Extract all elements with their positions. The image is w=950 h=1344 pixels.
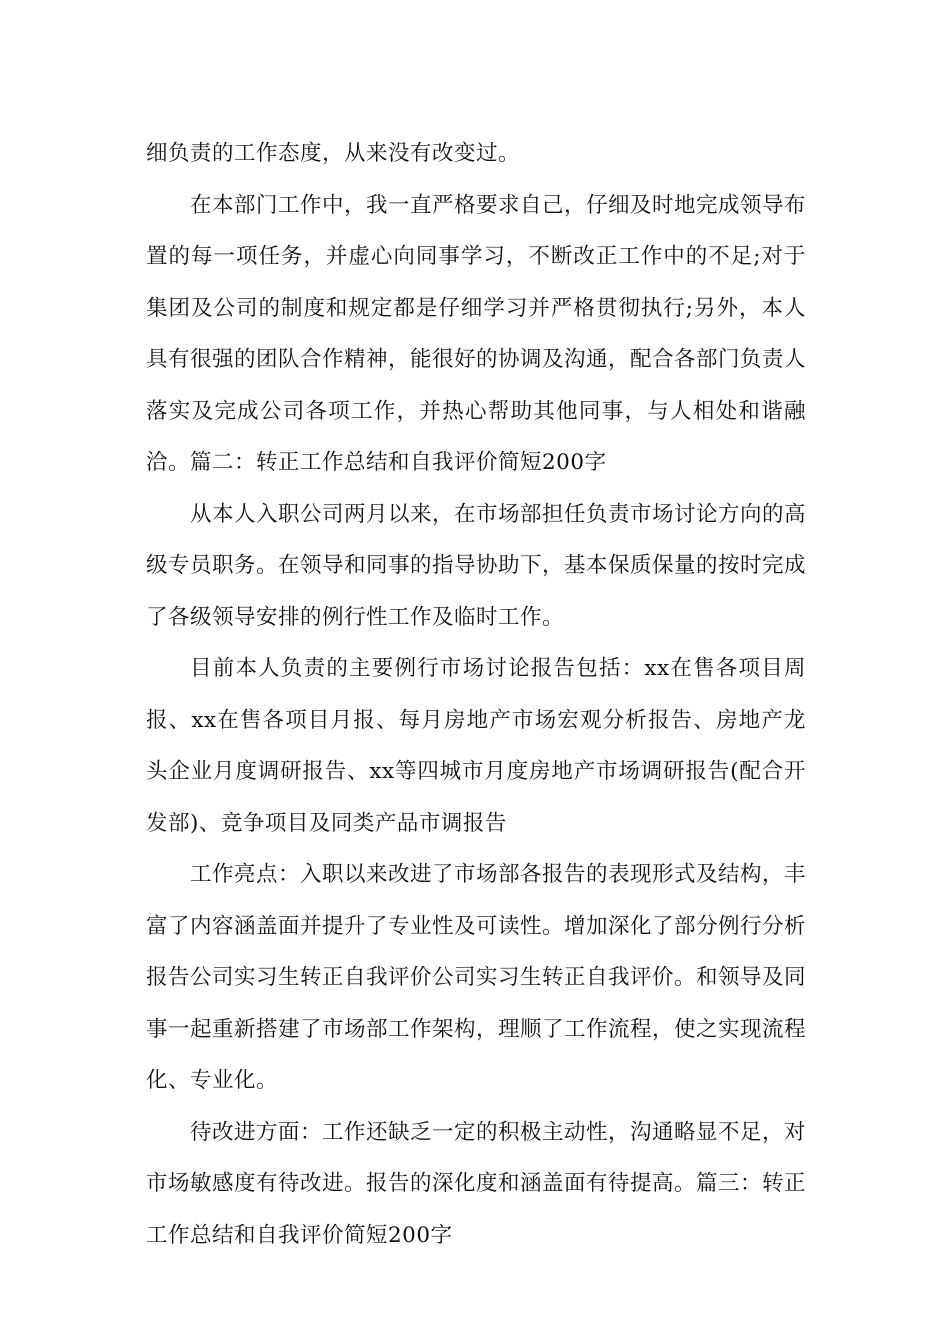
paragraph: 工作亮点：入职以来改进了市场部各报告的表现形式及结构，丰富了内容涵盖面并提升了专业性及可读性。增加深化了部分例行分析报告公司实习生转正自我评价公司实习生转正自我评价。和领导及同事一起重新搭建了市场部工作架构，理顺了工作流程，使之实现流程化、专业化。 (146, 862, 807, 1093)
paragraph: 在本部门工作中，我一直严格要求自己，仔细及时地完成领导布置的每一项任务，并虚心向同事学习，不断改正工作中的不足;对于集团及公司的制度和规定都是仔细学习并严格贯彻执行;另外，本人具有很强的团队合作精神，能很好的协调及沟通，配合各部门负责人落实及完成公司各项工作，并热心帮助其他同事，与人相处和谐融洽。篇二：转正工作总结和自我评价简短200字 (146, 192, 807, 475)
paragraph-continuation: 细负责的工作态度，从来没有改变过。 (146, 141, 521, 166)
paragraph: 待改进方面：工作还缺乏一定的积极主动性，沟通略显不足，对市场敏感度有待改进。报告的深化度和涵盖面有待提高。篇三：转正工作总结和自我评价简短200字 (146, 1119, 807, 1248)
paragraph: 从本人入职公司两月以来，在市场部担任负责市场讨论方向的高级专员职务。在领导和同事的指导协助下，基本保质保量的按时完成了各级领导安排的例行性工作及临时工作。 (146, 501, 807, 630)
paragraph: 目前本人负责的主要例行市场讨论报告包括：xx在售各项目周报、xx在售各项目月报、每月房地产市场宏观分析报告、房地产龙头企业月度调研报告、xx等四城市月度房地产市场调研报告(配合开发部)、竞争项目及同类产品市调报告 (146, 656, 806, 836)
document-body (146, 128, 806, 1261)
